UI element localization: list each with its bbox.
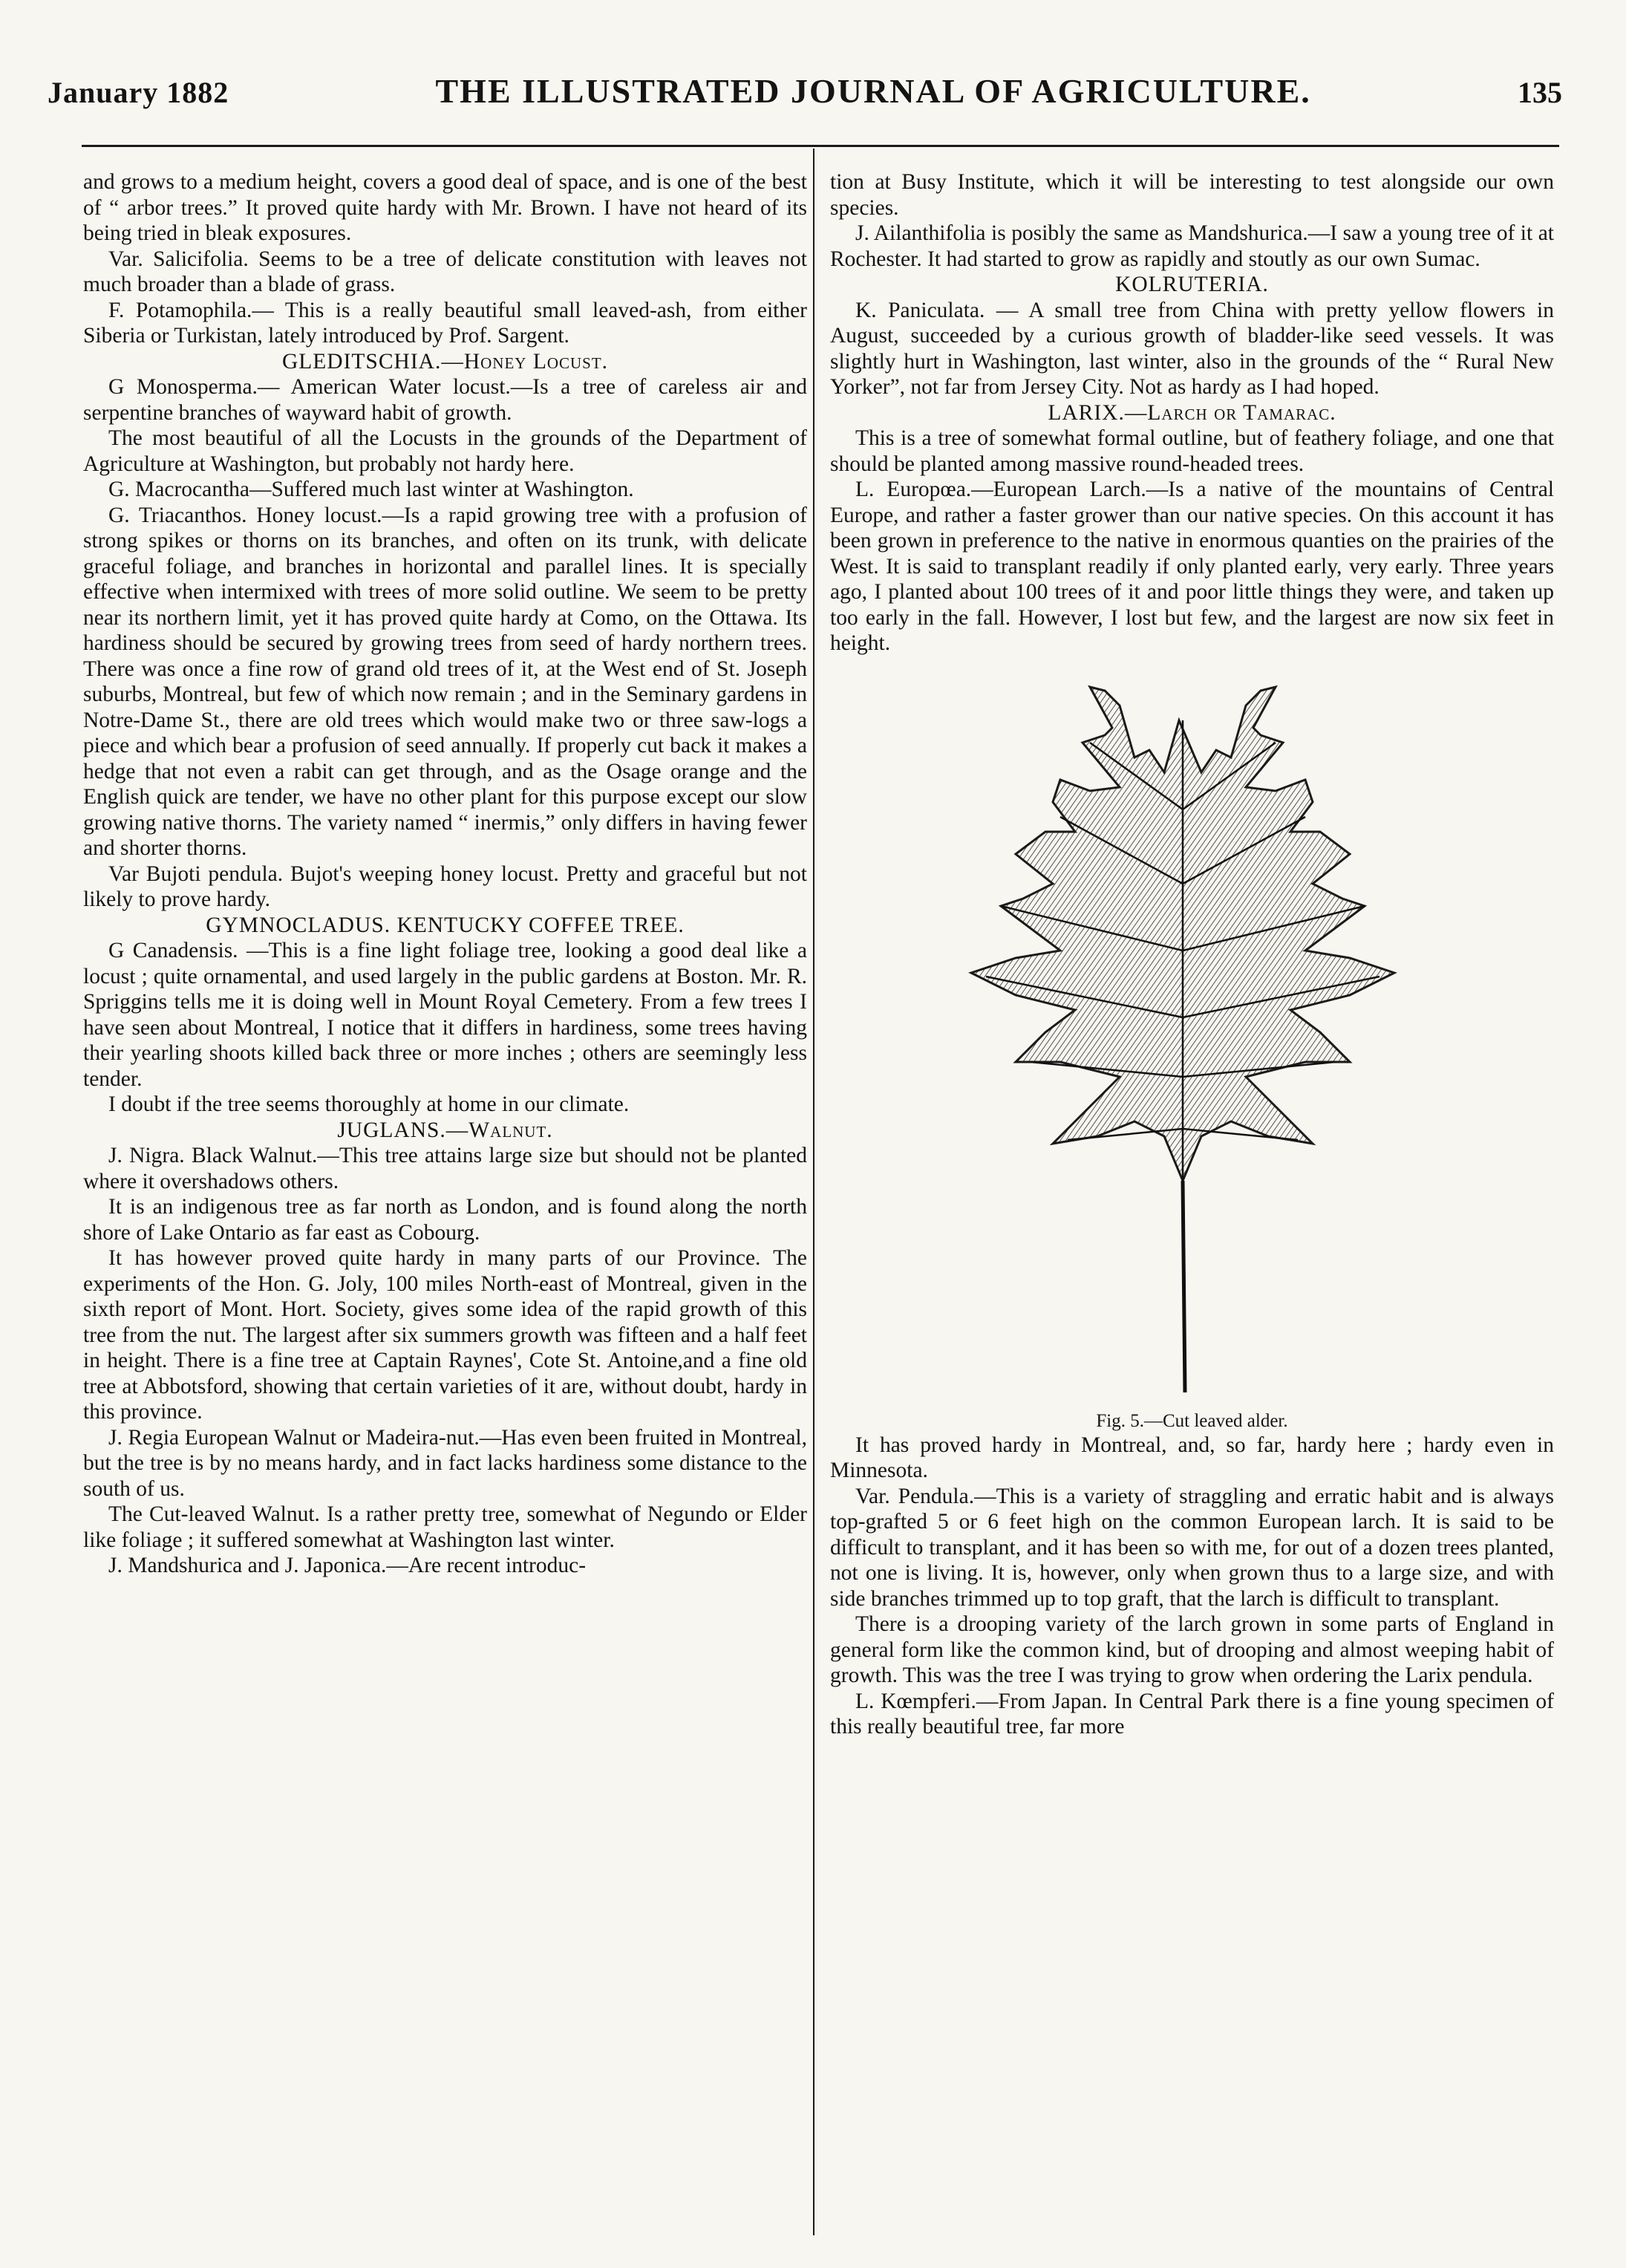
header-rule (82, 145, 1559, 147)
paragraph: L. Europœa.—European Larch.—Is a native of the mountains of Central Europe, and rather a faster grower than our native species. On this account it has been grown in preference to the native in enormous quanties on the prairies of the West. It is said to transplant readily if only planted early, very early. Three years ago, I planted about 100 trees of it and poor little things they were, and taken up too early in the fall. However, I lost but few, and the largest are now six feet in height. (830, 478, 1554, 655)
paragraph: It is an indigenous tree as far north as London, and is found along the north shore of Lake Ontario as far east as Cobourg. (83, 1195, 807, 1245)
paragraph: There is a drooping variety of the larch grown in some parts of England in general form like the common kind, but of drooping and almost weeping habit of growth. This was the tree I was trying to grow when ordering the Larix pendula. (830, 1612, 1554, 1687)
paragraph: F. Potamophila.— This is a really beautiful small leaved-ash, from either Siberia or Turkistan, lately introduced by Prof. Sargent. (83, 298, 807, 348)
paragraph: J. Regia European Walnut or Madeira-nut.—Has even been fruited in Montreal, but the tree is by no means hardy, and in fact lacks hardiness some distance to the south of us. (83, 1425, 807, 1501)
paragraph: The most beautiful of all the Locusts in the grounds of the Department of Agriculture at Washington, but probably not hardy here. (83, 426, 807, 476)
paragraph: It has however proved quite hardy in many parts of our Province. The experiments of the Hon. G. Joly, 100 miles North-east of Montreal, given in the sixth report of Mont. Hort. Society, gives some idea of the rapid growth of this tree from the nut. The largest after six summers growth was fifteen and a half feet in height. There is a fine tree at Captain Raynes', Cote St. Antoine,and a fine old tree at Abbotsford, showing that certain varieties of it are, without doubt, hardy in this province. (83, 1246, 807, 1424)
paragraph: G. Macrocantha—Suffered much last winter at Washington. (108, 478, 634, 501)
section-heading: LARIX.—Larch or Tamarac. (1048, 400, 1336, 425)
leaf-stem (1183, 1181, 1185, 1392)
journal-title: THE ILLUSTRATED JOURNAL OF AGRICULTURE. (435, 72, 1311, 110)
paragraph: G Canadensis. —This is a fine light foliage tree, looking a good deal like a locust ; quite ornamental, and used largely in the public gardens at Boston. Mr. R. Spriggins tells me it is doing well in Mount Royal Cemetery. From a few trees I have seen about Montreal, I notice that it differs in hardiness, some trees having their yearling shoots killed back three or more inches ; others are seemingly less tender. (83, 939, 807, 1091)
section-heading: KOLRUTERIA. (1115, 273, 1269, 296)
figure-caption: Fig. 5.—Cut leaved alder. (1096, 1410, 1288, 1431)
section-heading: GLEDITSCHIA.—Honey Locust. (281, 349, 609, 374)
cut-leaved-alder-leaf-drawing (830, 661, 1554, 1407)
section-heading: JUGLANS.—Walnut. (337, 1118, 553, 1142)
paragraph: It has proved hardy in Montreal, and, so far, hardy here ; hardy even in Minnesota. (830, 1433, 1554, 1482)
right-column (830, 169, 1554, 1740)
paragraph: J. Nigra. Black Walnut.—This tree attains large size but should not be planted where it overshadows others. (83, 1144, 807, 1193)
paragraph: L. Kœmpferi.—From Japan. In Central Park there is a fine young specimen of this really beautiful tree, far more (830, 1689, 1554, 1739)
paragraph: G Monosperma.— American Water locust.—Is a tree of careless air and serpentine branches of wayward habit of growth. (83, 375, 807, 425)
page-number: 135 (1517, 76, 1562, 109)
section-heading: GYMNOCLADUS. KENTUCKY COFFEE TREE. (206, 913, 685, 937)
paragraph: J. Mandshurica and J. Japonica.—Are recent introduc- (108, 1554, 587, 1577)
paragraph: Var. Salicifolia. Seems to be a tree of delicate constitution with leaves not much broader than a blade of grass. (83, 247, 807, 296)
issue-date: January 1882 (48, 76, 229, 109)
paragraph: I doubt if the tree seems thoroughly at home in our climate. (108, 1092, 630, 1116)
page-header (48, 71, 1562, 123)
column-divider (813, 149, 814, 2235)
paragraph: J. Ailanthifolia is posibly the same as Mandshurica.—I saw a young tree of it at Rochester. It had started to grow as rapidly and stoutly as our own Sumac. (830, 221, 1554, 271)
paragraph: G. Triacanthos. Honey locust.—Is a rapid growing tree with a profusion of strong spikes or thorns on its branches, and often on its trunk, with delicate graceful foliage, and branches in horizontal and parallel lines. It is specially effective when intermixed with trees of more solid outline. We seem to be pretty near its northern limit, yet it has proved quite hardy at Como, on the Ottawa. Its hardiness should be secured by growing trees from seed of hardy northern trees. There was once a fine row of grand old trees of it, at the West end of St. Joseph suburbs, Montreal, but few of which now remain ; and in the Seminary gardens in Notre-Dame St., there are old trees which would make two or three saw-logs a piece and which bear a profusion of seed annually. If properly cut back it makes a hedge that not even a rabit can get through, and as the Osage orange and the English quick are tender, we have no other plant for this purpose except our slow growing native thorns. The variety named “ inermis,” only differs in having fewer and shorter thorns. (83, 503, 807, 860)
paragraph: Var. Pendula.—This is a variety of straggling and erratic habit and is always top-grafted 5 or 6 feet high on the common European larch. It is said to be difficult to transplant, and it has been so with me, for out of a dozen trees planted, not one is living. It is, however, only when grown thus to a large size, and with side branches trimmed up to top graft, that the larch is difficult to transplant. (830, 1484, 1554, 1611)
left-column (83, 169, 807, 1579)
leaf-illustration (830, 661, 1554, 1407)
paragraph: and grows to a medium height, covers a good deal of space, and is one of the best of “ arbor trees.” It proved quite hardy with Mr. Brown. I have not heard of its being tried in bleak exposures. (83, 170, 807, 245)
paragraph: The Cut-leaved Walnut. Is a rather pretty tree, somewhat of Negundo or Elder like foliage ; it suffered somewhat at Washington last winter. (83, 1502, 807, 1552)
paragraph: Var Bujoti pendula. Bujot's weeping honey locust. Pretty and graceful but not likely to prove hardy. (83, 861, 807, 911)
paragraph: tion at Busy Institute, which it will be interesting to test alongside our own species. (830, 170, 1554, 220)
paragraph: K. Paniculata. — A small tree from China with pretty yellow flowers in August, succeeded by a curious growth of bladder-like seed vessels. It was slightly hurt in Washington, last winter, also in the grounds of the “ Rural New Yorker”, not far from Jersey City. Not as hardy as I had hoped. (830, 298, 1554, 399)
leaf-veins (986, 720, 1380, 1181)
paragraph: This is a tree of somewhat formal outline, but of feathery foliage, and one that should be planted among massive round-headed trees. (830, 426, 1554, 476)
